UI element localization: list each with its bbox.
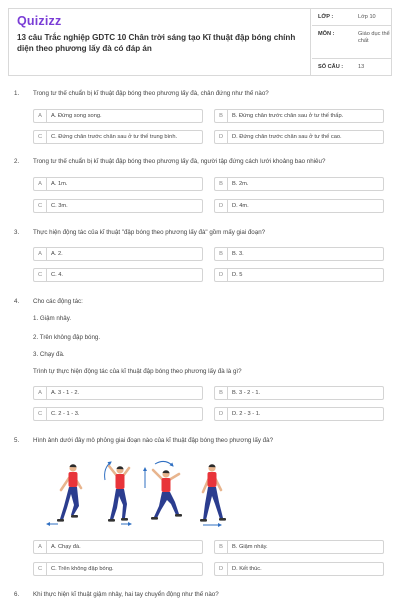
option-letter: B — [215, 110, 228, 122]
q2-option-c[interactable] — [33, 199, 203, 213]
option-letter: B — [215, 178, 228, 190]
option-letter: C — [34, 131, 47, 143]
q2-option-d[interactable] — [214, 199, 384, 213]
option-text: A. 2. — [51, 251, 63, 257]
option-text: C. 3m. — [51, 203, 68, 209]
option-text: A. Đứng song song. — [51, 113, 102, 119]
q1-option-a[interactable] — [33, 109, 203, 123]
header-meta — [312, 9, 392, 75]
option-letter: B — [215, 248, 228, 260]
option-text: D. 4m. — [232, 203, 249, 209]
q1-option-b[interactable] — [214, 109, 384, 123]
option-letter: C — [34, 563, 47, 575]
q5-option-a[interactable] — [33, 540, 203, 554]
option-letter: A — [34, 248, 47, 260]
question-text: Hình ảnh dưới đây mô phỏng giai đoạn nào của kĩ thuật đập bóng theo phương lấy đà? — [33, 437, 274, 444]
q4-line-2: 2. Trên không đập bóng. — [33, 334, 101, 341]
option-text: B. Giậm nhảy. — [232, 544, 268, 550]
option-letter: B — [215, 541, 228, 553]
option-letter: A — [34, 541, 47, 553]
q4-option-b[interactable] — [214, 386, 384, 400]
option-letter: A — [34, 387, 47, 399]
count-label: SỐ CÂU : — [318, 64, 344, 70]
question-number: 1. — [14, 90, 20, 97]
q4-option-c[interactable] — [33, 407, 203, 421]
option-letter: B — [215, 387, 228, 399]
quizizz-logo: Quizizz — [17, 14, 62, 28]
q3-option-c[interactable] — [33, 268, 203, 282]
athlete-pose-3 — [145, 461, 182, 519]
option-text: C. 2 - 1 - 3. — [51, 411, 80, 417]
athlete-pose-2 — [105, 462, 131, 524]
athlete-pose-4 — [200, 464, 226, 525]
q4-option-d[interactable] — [214, 407, 384, 421]
worksheet-title: 13 câu Trắc nghiệp GDTC 10 Chân trời sáng tạo Kĩ thuật đập bóng chính diện theo phương lấy đà có đáp án — [17, 33, 296, 53]
question-number: 5. — [14, 437, 20, 444]
option-letter: A — [34, 178, 47, 190]
option-letter: C — [34, 269, 47, 281]
question-text: Cho các động tác: — [33, 298, 83, 305]
option-text: D. 5 — [232, 272, 243, 278]
question-text: Trong tư thế chuẩn bị kĩ thuật đập bóng theo phương lấy đà, chân đứng như thế nào? — [33, 90, 269, 97]
option-text: B. 2m. — [232, 181, 249, 187]
question-text: Thực hiện động tác của kĩ thuật "đập bóng theo phương lấy đà" gồm mấy giai đoạn? — [33, 229, 266, 236]
athlete-pose-1 — [47, 464, 81, 524]
q4-option-a[interactable] — [33, 386, 203, 400]
option-letter: D — [215, 200, 228, 212]
q3-option-b[interactable] — [214, 247, 384, 261]
meta-class — [312, 9, 392, 26]
question-text: Khi thực hiện kĩ thuật giậm nhảy, hai tay chuyển động như thế nào? — [33, 591, 219, 598]
option-letter: D — [215, 269, 228, 281]
option-letter: D — [215, 408, 228, 420]
option-text: C. Đứng chân trước chân sau ở tư thế trung bình. — [51, 134, 178, 140]
option-text: D. Kết thúc. — [232, 566, 262, 572]
class-label: LỚP : — [318, 14, 334, 20]
option-letter: C — [34, 408, 47, 420]
q5-option-b[interactable] — [214, 540, 384, 554]
option-text: C. 4. — [51, 272, 64, 278]
option-letter: D — [215, 563, 228, 575]
option-text: A. 3 - 1 - 2. — [51, 390, 80, 396]
question-text: Trong tư thế chuẩn bị kĩ thuật đập bóng theo phương lấy đà, người tập đứng cách lưới khoảng bao nhiêu? — [33, 158, 326, 165]
q5-option-c[interactable] — [33, 562, 203, 576]
q4-line-3: 3. Chạy đà. — [33, 351, 65, 358]
q4-line-1: 1. Giậm nhảy. — [33, 315, 72, 322]
subject-value: Giáo dục thể chất — [358, 31, 390, 44]
header-title-block — [9, 9, 311, 75]
q2-option-a[interactable] — [33, 177, 203, 191]
option-text: A. Chạy đà. — [51, 544, 81, 550]
class-value: Lớp 10 — [358, 14, 376, 20]
q1-option-d[interactable] — [214, 130, 384, 144]
option-letter: A — [34, 110, 47, 122]
option-text: C. Trên không đập bóng. — [51, 566, 114, 572]
option-text: B. 3. — [232, 251, 244, 257]
question-number: 6. — [14, 591, 20, 598]
option-text: B. 3 - 2 - 1. — [232, 390, 261, 396]
option-text: B. Đứng chân trước chân sau ở tư thế thấp. — [232, 113, 344, 119]
question-number: 2. — [14, 158, 20, 165]
q4-line-4: Trình tự thực hiện động tác của kĩ thuật đập bóng theo phương lấy đà là gì? — [33, 368, 242, 375]
spike-approach-figure — [33, 458, 229, 530]
question-number: 3. — [14, 229, 20, 236]
q3-option-a[interactable] — [33, 247, 203, 261]
q1-option-c[interactable] — [33, 130, 203, 144]
q5-option-d[interactable] — [214, 562, 384, 576]
option-text: A. 1m. — [51, 181, 68, 187]
subject-label: MÔN : — [318, 31, 335, 37]
option-letter: C — [34, 200, 47, 212]
q3-option-d[interactable] — [214, 268, 384, 282]
count-value: 13 — [358, 64, 365, 70]
question-number: 4. — [14, 298, 20, 305]
option-text: D. Đứng chân trước chân sau ở tư thế cao. — [232, 134, 342, 140]
option-text: D. 2 - 3 - 1. — [232, 411, 261, 417]
worksheet-header — [8, 8, 392, 76]
option-letter: D — [215, 131, 228, 143]
q2-option-b[interactable] — [214, 177, 384, 191]
meta-count — [312, 59, 392, 75]
meta-subject — [312, 26, 392, 59]
